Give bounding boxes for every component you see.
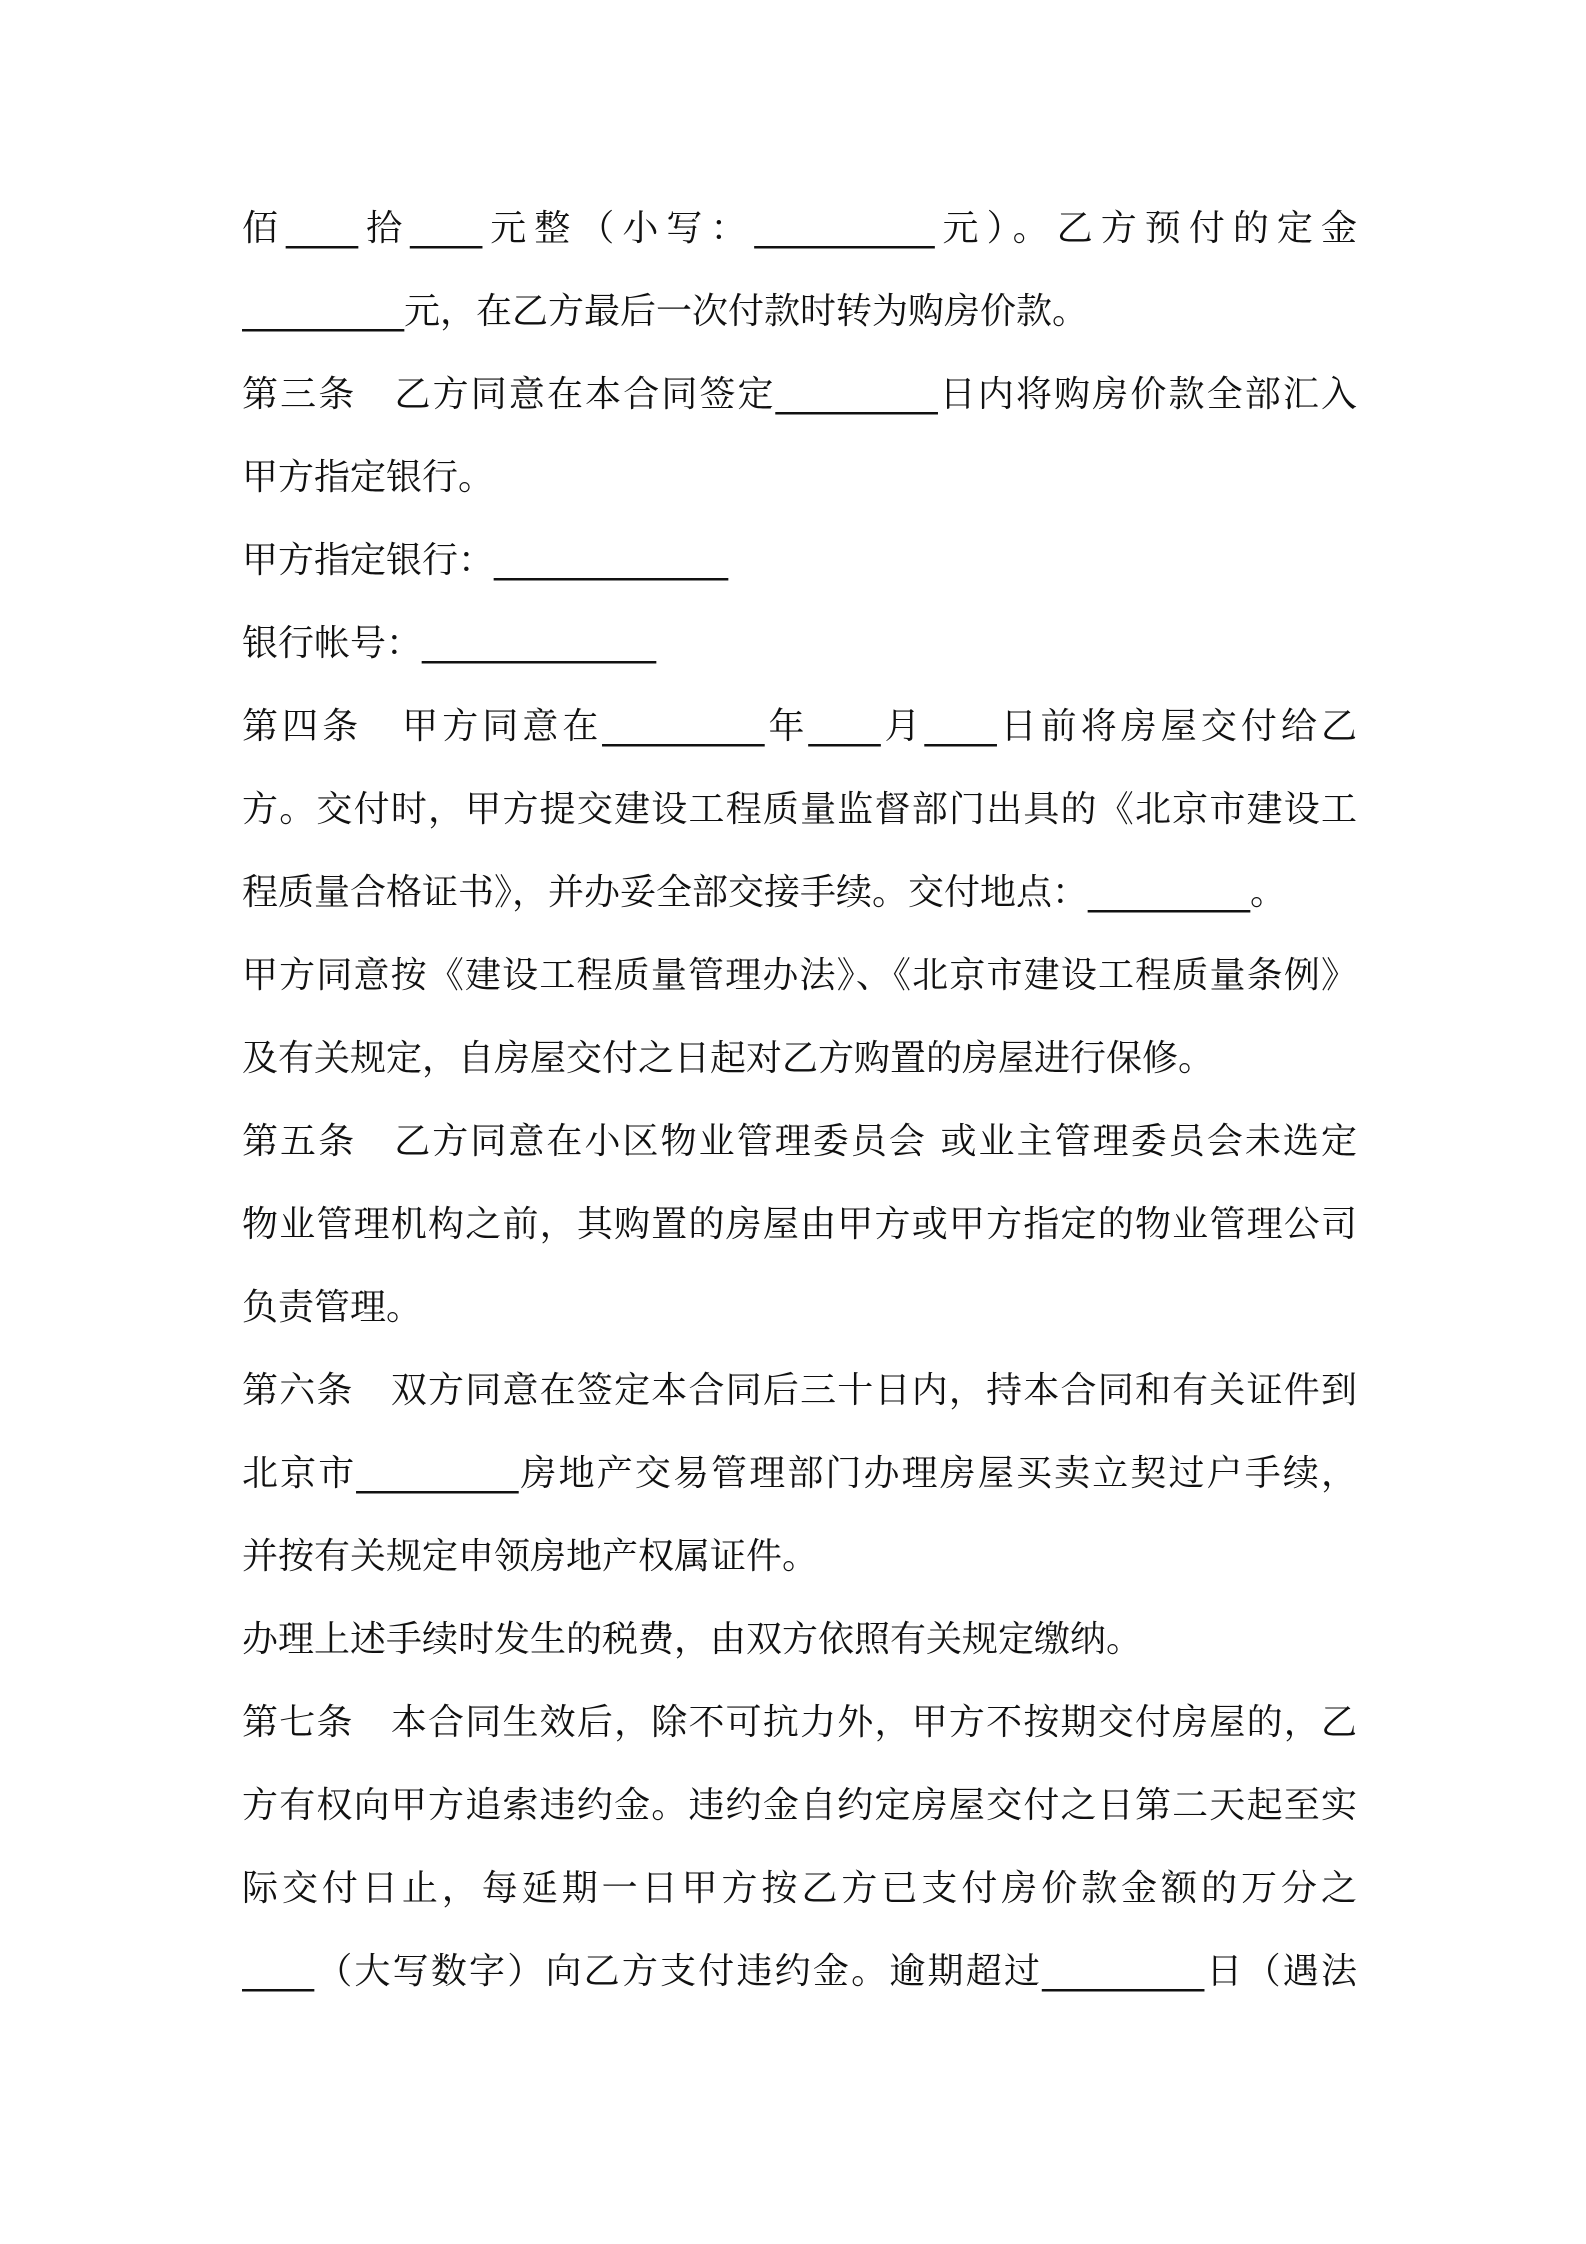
text-line: 第四条 甲方同意在_________年____月____日前将房屋交付给乙 bbox=[242, 706, 1357, 747]
text-line: 负责管理。 bbox=[242, 1287, 423, 1328]
text-line: 甲方指定银行：_____________ bbox=[242, 540, 729, 581]
text-line: 银行帐号：_____________ bbox=[242, 623, 657, 664]
text-line: 物业管理机构之前，其购置的房屋由甲方或甲方指定的物业管理公司 bbox=[242, 1204, 1357, 1245]
text-line: 北京市_________房地产交易管理部门办理房屋买卖立契过户手续， bbox=[242, 1453, 1357, 1494]
text-line: 际交付日止，每延期一日甲方按乙方已支付房价款金额的万分之 bbox=[242, 1868, 1357, 1909]
text-line: 第七条 本合同生效后，除不可抗力外，甲方不按期交付房屋的，乙 bbox=[242, 1702, 1357, 1743]
contract-body bbox=[242, 200, 1357, 2026]
text-line: 第三条 乙方同意在本合同签定_________日内将购房价款全部汇入 bbox=[242, 374, 1357, 415]
text-line: 方。交付时，甲方提交建设工程质量监督部门出具的《北京市建设工 bbox=[242, 789, 1357, 830]
text-line: 并按有关规定申领房地产权属证件。 bbox=[242, 1536, 819, 1577]
text-line: 甲方同意按《建设工程质量管理办法》、《北京市建设工程质量条例》 bbox=[242, 955, 1357, 996]
text-line: 程质量合格证书》，并办妥全部交接手续。交付地点：_________。 bbox=[242, 872, 1287, 913]
text-line: ____（大写数字）向乙方支付违约金。逾期超过_________日（遇法 bbox=[242, 1951, 1357, 1992]
text-line: 第五条 乙方同意在小区物业管理委员会 或业主管理委员会未选定 bbox=[242, 1121, 1357, 1162]
text-line: _________元，在乙方最后一次付款时转为购房价款。 bbox=[242, 291, 1089, 332]
text-line: 及有关规定，自房屋交付之日起对乙方购置的房屋进行保修。 bbox=[242, 1038, 1215, 1079]
text-line: 方有权向甲方追索违约金。违约金自约定房屋交付之日第二天起至实 bbox=[242, 1785, 1357, 1826]
text-line: 甲方指定银行。 bbox=[242, 457, 495, 498]
text-line: 办理上述手续时发生的税费，由双方依照有关规定缴纳。 bbox=[242, 1619, 1143, 1660]
text-line: 第六条 双方同意在签定本合同后三十日内，持本合同和有关证件到 bbox=[242, 1370, 1357, 1411]
text-line: 佰____拾____元整（小写：__________元）。乙方预付的定金 bbox=[242, 208, 1357, 249]
